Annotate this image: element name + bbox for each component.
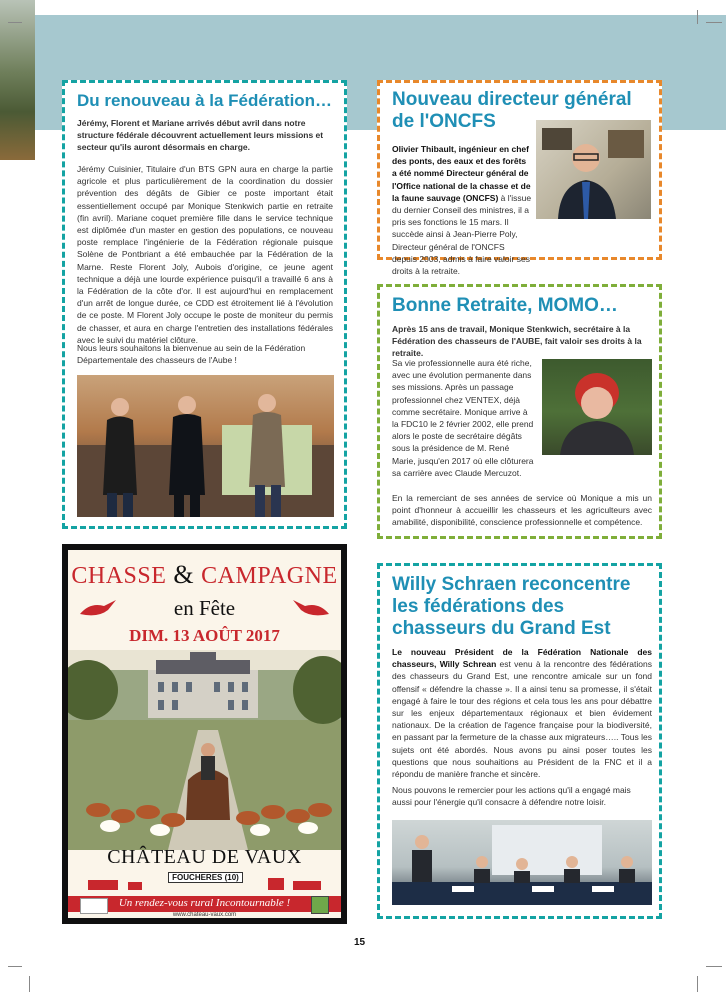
crop-mark bbox=[706, 22, 722, 23]
article-body-closing: Nous pouvons le remercier pour les actions qu'il a engagé mais aussi pour l'énergie qu'il consacre à défendre notre loisir. bbox=[392, 785, 631, 808]
article-body: Jérémy Cuisinier, Titulaire d'un BTS GPN aura en charge la partie agricole et plus particulièrement de la coordination du dossier prévention des dégâts de Gibier ce poste important était essentiellement occupé par Monique Stenkwich partie en retraite (fin avril). Mariane coquet première fille dans le service technique est diplômée d'un master en gestion des populations, ce nouveau poste remplace l'ingénierie de la Fédération régionale puisque Solène de Pontbriant a été embauchée par la Fédération de la Marne. Reste Florent Joly, Aubois d'origine, ce jeune agent technique a déjà une lourde expérience puisqu'il a travaillé 6 ans à la Fédération de la côte d'or. Il est aujourd'hui en remplacement d'un arrêt de longue durée, ce CDD est étroitement lié à l'évolution de ce poste. M Florent Joly occupe le poste de moniteur du permis de chasser, et aura en charge l'entretien des installations fédérales avec le suivi du matériel clôture. bbox=[77, 164, 333, 345]
article-body: Sa vie professionnelle aura été riche, avec une évolution permanente dans ses missions. Après un passage professionnel chez VENTEX, déjà comme secrétaire. Monique arrive à la FDC10 le 2 février 2002, elle prend alors le poste de secrétaire dégâts sous la présidence de M. René Marie, jusqu'en 2017 où elle clôturera sa carrière avec Claude Mercuzot. bbox=[392, 358, 534, 478]
portrait-illustration bbox=[542, 359, 652, 455]
article-body-closing: Nous leurs souhaitons la bienvenue au sein de la Fédération Départementale des chasseurs de l'Aube ! bbox=[77, 343, 306, 366]
article-title: Nouveau directeur général de l'ONCFS bbox=[392, 89, 632, 132]
crop-mark bbox=[697, 976, 698, 992]
poster-subtitle: en Fête bbox=[173, 596, 236, 620]
photo-olivier-thibault bbox=[536, 120, 651, 219]
article-title: Du renouveau à la Fédération… bbox=[77, 91, 333, 110]
poster-canvas bbox=[68, 550, 341, 918]
poster-scene bbox=[68, 650, 341, 850]
article-title: Willy Schraen reconcentre les fédérations des chasseurs du Grand Est bbox=[392, 574, 631, 639]
crop-mark bbox=[8, 966, 22, 967]
crop-mark bbox=[8, 22, 22, 23]
article-willy-schraen bbox=[377, 563, 662, 919]
article-renouveau bbox=[62, 80, 347, 529]
poster-title bbox=[68, 560, 341, 590]
poster-title-word: CHASSE bbox=[71, 563, 167, 589]
poster-logo-left bbox=[80, 898, 108, 914]
event-poster bbox=[62, 544, 347, 924]
article-oncfs bbox=[377, 80, 662, 277]
poster-ampersand: & bbox=[173, 560, 195, 589]
article-body bbox=[392, 143, 532, 277]
poster-website: www.chateau-vaux.com bbox=[172, 912, 237, 918]
article-body bbox=[392, 646, 652, 780]
photo-monique bbox=[542, 359, 652, 455]
portrait-illustration bbox=[536, 120, 651, 219]
edge-photo bbox=[0, 0, 35, 160]
poster-silhouettes bbox=[68, 872, 341, 892]
article-body-text: à l'issue du dernier Conseil des ministres, il a pris ses fonctions le 15 mars. Il succède ainsi à Jean-Pierre Poly, Directeur général de l'ONCFS depuis 2003, admis à faire valoir ses droits à la retraite. bbox=[392, 192, 532, 277]
poster-town: FOUCHERES (10) bbox=[168, 872, 243, 883]
crop-mark bbox=[697, 10, 698, 24]
article-lead: Jérémy, Florent et Mariane arrivés début avril dans notre structure fédérale découvrent actuellement leurs missions et secteur qu'ils auront désormais en charge. bbox=[77, 118, 324, 153]
pheasant-left-icon bbox=[78, 594, 118, 624]
article-title: Bonne Retraite, MOMO… bbox=[392, 295, 618, 316]
poster-castle-name: CHÂTEAU DE VAUX bbox=[107, 846, 302, 868]
photo-meeting bbox=[392, 820, 652, 905]
poster-date: DIM. 13 AOÛT 2017 bbox=[129, 626, 280, 645]
poster-title-word: CAMPAGNE bbox=[201, 563, 338, 589]
people-illustration bbox=[77, 375, 334, 517]
crop-mark bbox=[29, 976, 30, 992]
article-lead: Olivier Thibault, ingénieur en chef des ponts, des eaux et des forêts a été nommé Directeur général de l'Office national de la chasse et de la faune sauvage (ONCFS) bbox=[392, 144, 531, 203]
article-body-closing: En la remerciant de ses années de service où Monique a mis un point d'honneur à accueillir les chasseurs et les agriculteurs avec amabilité, disponibilité, conscience professionnelle et compétence. bbox=[392, 493, 652, 528]
photo-new-staff bbox=[77, 375, 334, 517]
crop-mark bbox=[706, 966, 722, 967]
page-number: 15 bbox=[354, 937, 366, 948]
poster-tagline: Un rendez-vous rural Incontournable ! bbox=[118, 897, 291, 909]
article-retraite bbox=[377, 284, 662, 539]
article-lead: Le nouveau Président de la Fédération Nationale des chasseurs, Willy Schrean bbox=[392, 647, 652, 670]
article-lead: Après 15 ans de travail, Monique Stenkwich, secrétaire à la Fédération des chasseurs de l'AUBE, fait valoir ses droits à la retraite. bbox=[392, 324, 642, 359]
article-body-text: est venu à la rencontre des fédérations des chasseurs du Grand Est, une rencontre amicale sur un fond offensif « défendre la chasse ». Il a ainsi tenu sa promesse, il s'était engagé à faire le tour des régions et cela tous les ans pour débattre sur les enjeux départementaux régionaux et bien évidement nationaux. De la création de l'agence française pour la biodiversité, en passant par la fermeture de la chasse aux migrateurs….. Tous les sujets ont été abordés. Nous avons pu ainsi poser toutes les questions que nous souhaitions au Président de la FNC et il a répondu de manière franche et sincère. bbox=[392, 659, 652, 780]
pheasant-right-icon bbox=[291, 594, 331, 624]
meeting-illustration bbox=[392, 820, 652, 905]
poster-logo-right bbox=[311, 896, 329, 914]
